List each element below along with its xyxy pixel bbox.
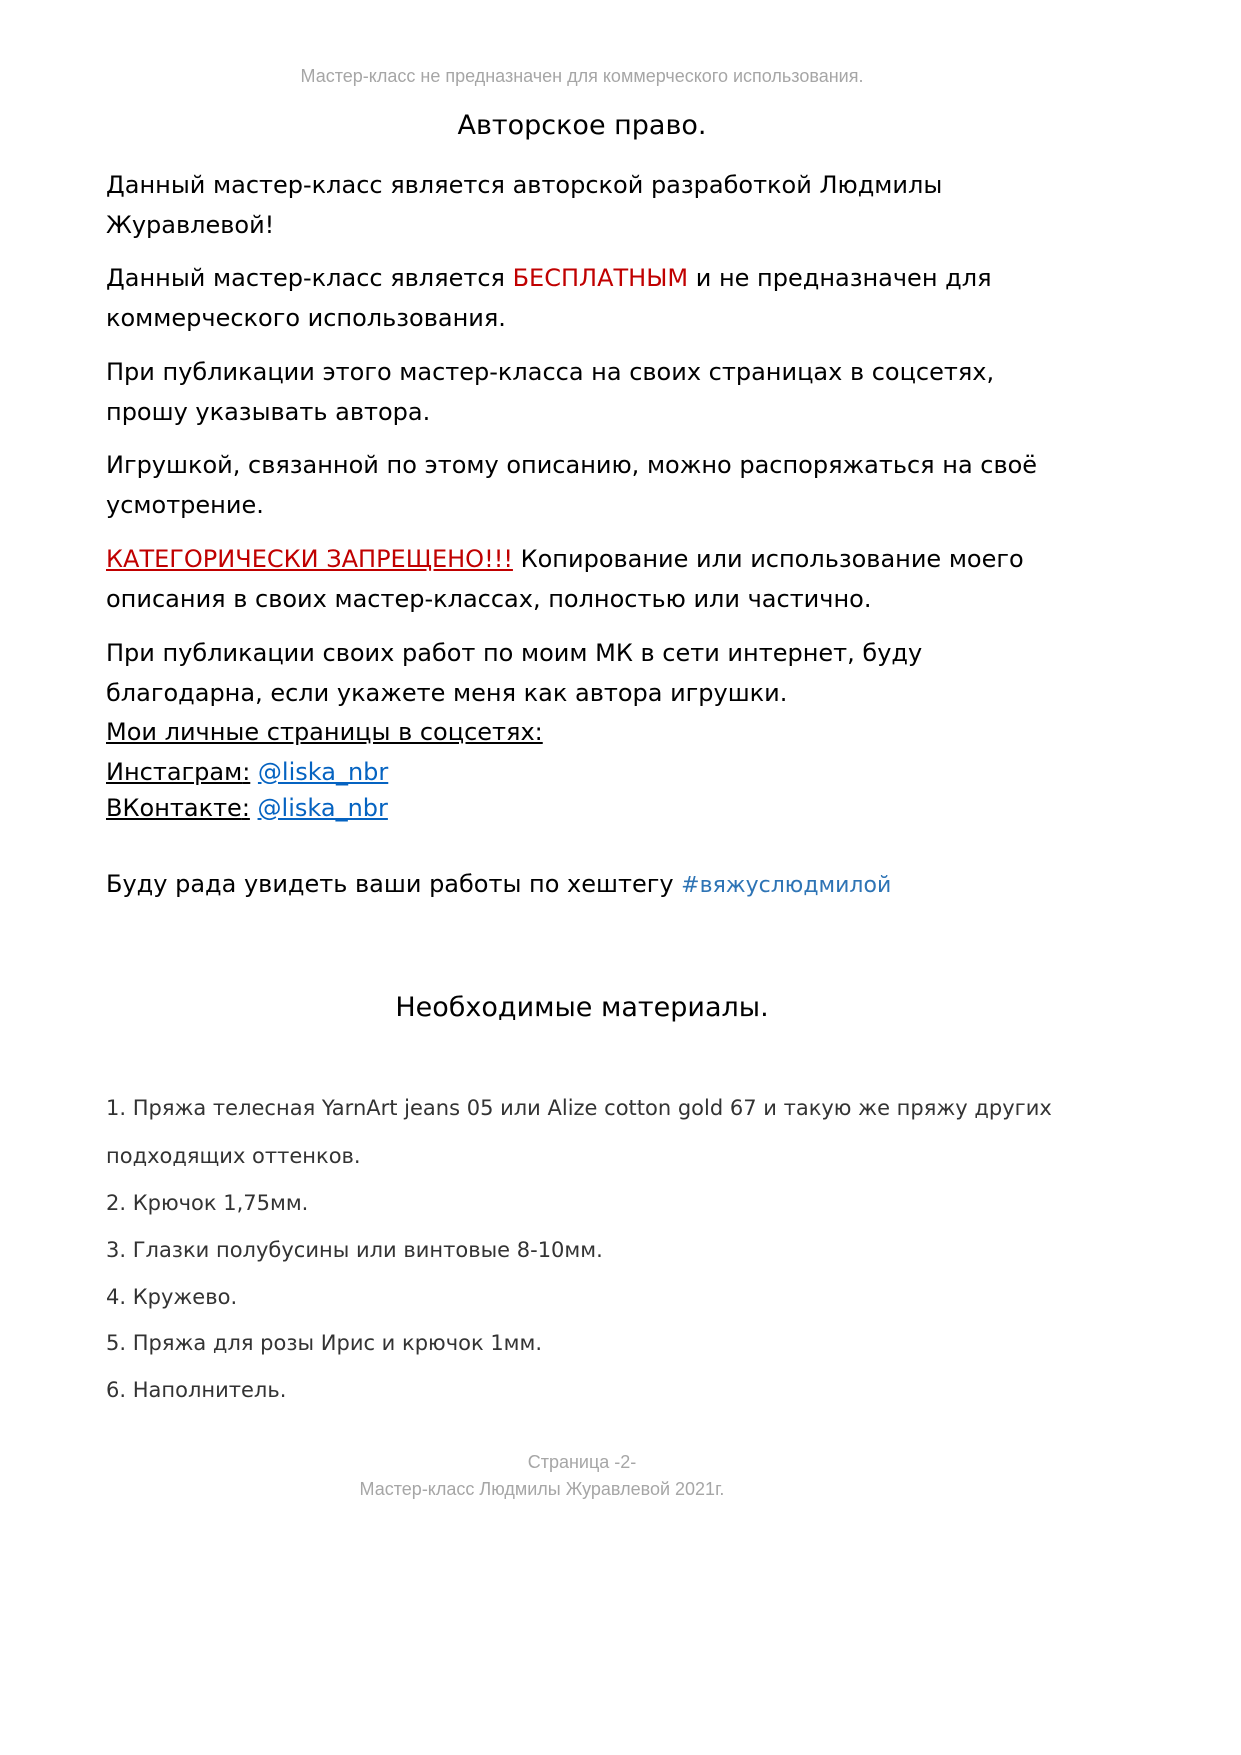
materials-title: Необходимые материалы. bbox=[395, 992, 769, 1023]
paragraph-line: усмотрение. bbox=[106, 491, 264, 519]
materials-item-2: 2. Крючок 1,75мм. bbox=[106, 1191, 309, 1215]
instagram-link[interactable]: @liska_nbr bbox=[257, 758, 389, 786]
paragraph-line: Игрушкой, связанной по этому описанию, можно распоряжаться на своё bbox=[106, 451, 1038, 479]
text: Данный мастер-класс является bbox=[106, 264, 513, 292]
copyright-paragraph-1 bbox=[106, 165, 942, 245]
paragraph-line: При публикации своих работ по моим МК в сети интернет, буду bbox=[106, 639, 923, 667]
colon: : bbox=[242, 758, 251, 786]
paragraph-line bbox=[106, 539, 1024, 579]
free-highlight: БЕСПЛАТНЫМ bbox=[512, 264, 689, 292]
copyright-paragraph-6 bbox=[106, 633, 922, 713]
header-note: Мастер-класс не предназначен для коммерческого использования. bbox=[300, 66, 864, 86]
text: и не предназначен для bbox=[688, 264, 992, 292]
hashtag-line bbox=[106, 864, 891, 906]
materials-item-3: 3. Глазки полубусины или винтовые 8-10мм. bbox=[106, 1238, 603, 1262]
materials-item-1-cont: подходящих оттенков. bbox=[106, 1144, 361, 1168]
paragraph-line: описания в своих мастер-классах, полностью или частично. bbox=[106, 585, 872, 613]
social-heading: Мои личные страницы в соцсетях: bbox=[106, 718, 543, 746]
prohibited-warning: КАТЕГОРИЧЕСКИ ЗАПРЕЩЕНО!!! bbox=[106, 545, 513, 573]
copyright-paragraph-4 bbox=[106, 445, 1037, 525]
copyright-paragraph-2 bbox=[106, 258, 992, 338]
vk-label: ВКонтакте bbox=[106, 794, 242, 822]
paragraph-line: прошу указывать автора. bbox=[106, 398, 431, 426]
instagram-label: Инстаграм bbox=[106, 758, 243, 786]
paragraph-line: Журавлевой! bbox=[106, 211, 275, 239]
instagram-row bbox=[106, 754, 388, 790]
paragraph-line bbox=[106, 258, 992, 298]
paragraph-line: благодарна, если укажете меня как автора игрушки. bbox=[106, 679, 788, 707]
vk-link[interactable]: @liska_nbr bbox=[257, 794, 388, 822]
social-links bbox=[106, 754, 388, 826]
copyright-title: Авторское право. bbox=[457, 110, 707, 141]
materials-item-5: 5. Пряжа для розы Ирис и крючок 1мм. bbox=[106, 1331, 543, 1355]
copyright-paragraph-3 bbox=[106, 352, 994, 432]
hashtag-link[interactable]: #вяжуслюдмилой bbox=[681, 873, 892, 898]
paragraph-line: При публикации этого мастер-класса на своих страницах в соцсетях, bbox=[106, 358, 995, 386]
materials-item-1: 1. Пряжа телесная YarnArt jeans 05 или Alize cotton gold 67 и такую же пряжу других bbox=[106, 1096, 1052, 1120]
text: Буду рада увидеть ваши работы по хештегу bbox=[106, 870, 682, 898]
vk-row bbox=[106, 790, 388, 826]
materials-item-4: 4. Кружево. bbox=[106, 1285, 238, 1309]
materials-item-6: 6. Наполнитель. bbox=[106, 1378, 287, 1402]
colon: : bbox=[241, 794, 250, 822]
text: Копирование или использование моего bbox=[512, 545, 1024, 573]
footer-page-number: Страница -2- bbox=[527, 1452, 637, 1472]
paragraph-line: коммерческого использования. bbox=[106, 304, 506, 332]
copyright-paragraph-5 bbox=[106, 539, 1024, 619]
paragraph-line: Данный мастер-класс является авторской разработкой Людмилы bbox=[106, 171, 943, 199]
footer-credit: Мастер-класс Людмилы Журавлевой 2021г. bbox=[359, 1479, 725, 1499]
